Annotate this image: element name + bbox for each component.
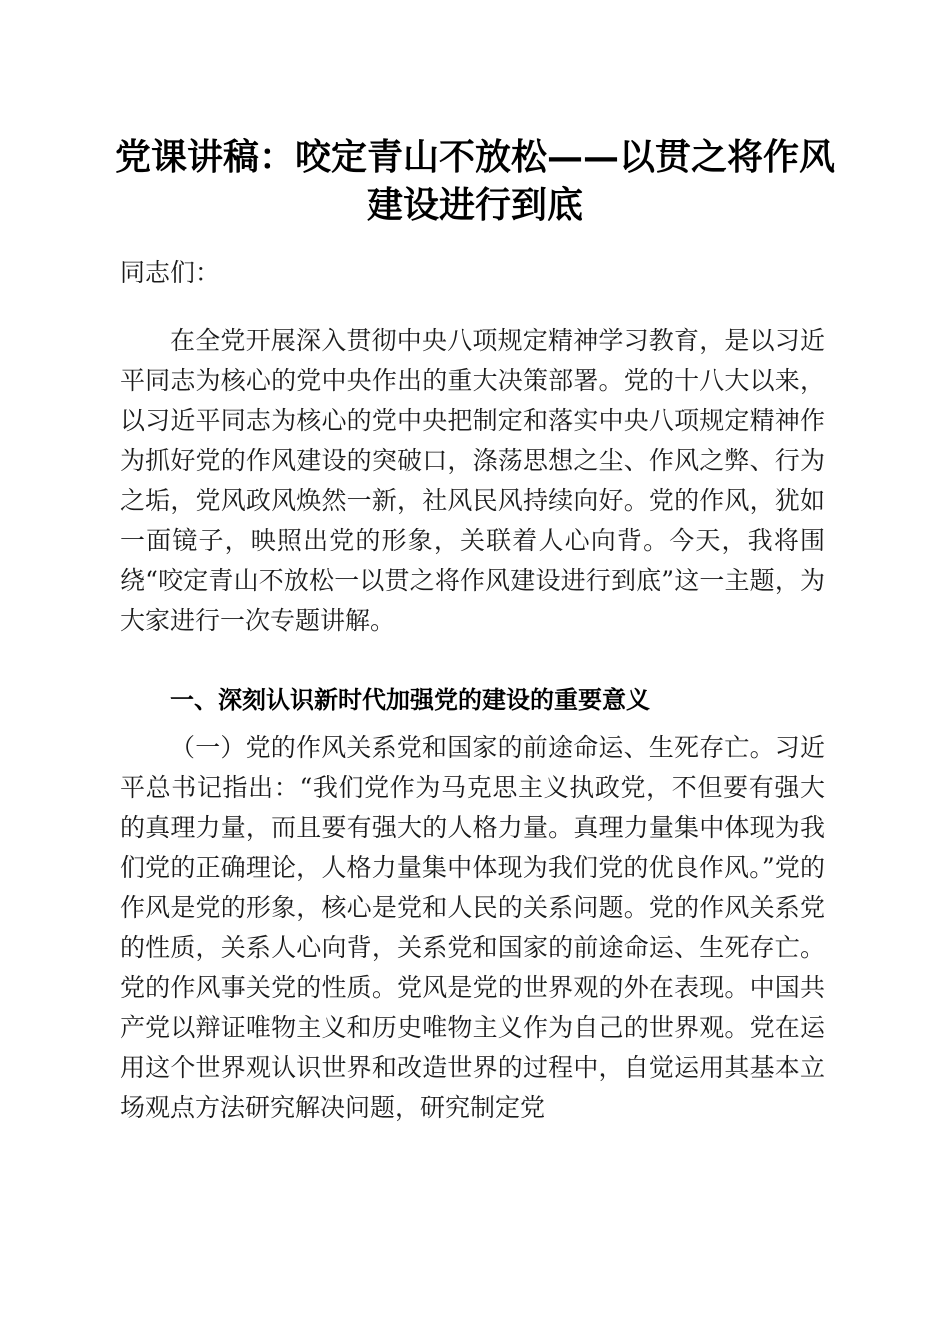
document-title-line-1: 党课讲稿：咬定青山不放松——以贯之将作风	[114, 136, 835, 178]
document-title-line-2: 建设进行到底	[366, 184, 583, 226]
section-1-paragraph-1: （一）党的作风关系党和国家的前途命运、生死存亡。习近平总书记指出：“我们党作为马克思主义执政党，不但要有强大的真理力量，而且要有强大的人格力量。真理力量集中体现为我们党的正确理论，人格力量集中体现为我们党的优良作风。”党的作风是党的形象，核心是党和人民的关系问题。党的作风关系党的性质，关系人心向背，关系党和国家的前途命运、生死存亡。党的作风事关党的性质。党风是党的世界观的外在表现。中国共产党以辩证唯物主义和历史唯物主义作为自己的世界观。党在运用这个世界观认识世界和改造世界的过程中，自觉运用其基本立场观点方法研究解决问题，研究制定党	[120, 733, 825, 1122]
salutation: 同志们：	[120, 258, 221, 287]
intro-paragraph: 在全党开展深入贯彻中央八项规定精神学习教育，是以习近平同志为核心的党中央作出的重大决策部署。党的十八大以来，以习近平同志为核心的党中央把制定和落实中央八项规定精神作为抓好党的作风建设的突破口，涤荡思想之尘、作风之弊、行为之垢，党风政风焕然一新，社风民风持续向好。党的作风，犹如一面镜子，映照出党的形象，关联着人心向背。今天，我将围绕“咬定青山不放松一以贯之将作风建设进行到底”这一主题，为大家进行一次专题讲解。	[120, 326, 825, 635]
section-heading-1: 一、深刻认识新时代加强党的建设的重要意义	[170, 686, 650, 714]
